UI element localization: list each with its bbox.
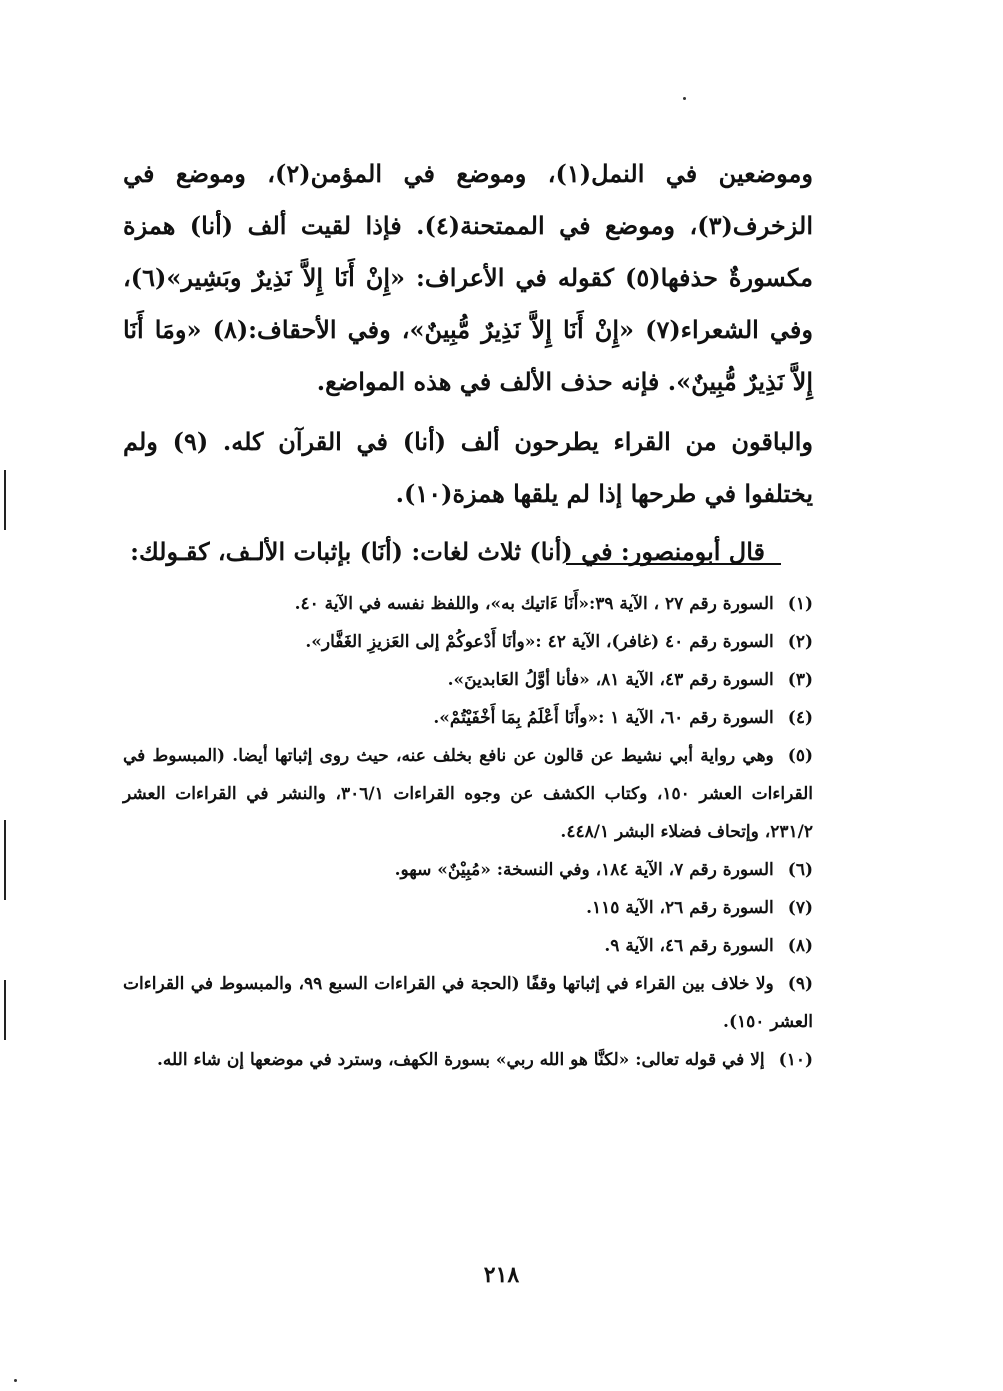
footnote xyxy=(123,965,813,1041)
body-paragraph: والباقون من القراء يطرحون ألف (أنا) في القرآن كله. (٩) ولم يختلفوا في طرحها إذا لم يلقها همزة(١٠). xyxy=(123,427,813,508)
footnote xyxy=(123,737,813,851)
footnote-number: (٨) xyxy=(787,936,813,956)
body-paragraph: قال أبومنصور: في (أنا) ثلاث لغات: (أنَا) بإثبات الألـف، كقـولك: xyxy=(130,537,765,566)
footnote-text: السورة رقم ٢٦، الآية ١١٥. xyxy=(586,898,774,918)
footnote xyxy=(123,889,813,927)
footnote-text: السورة رقم ٧، الآية ١٨٤، وفي النسخة: «مُبِيْنٌ» سهو. xyxy=(394,860,774,880)
scan-speck xyxy=(683,97,686,100)
footnote-number: (٦) xyxy=(787,860,813,880)
footnote-number: (١٠) xyxy=(778,1050,813,1070)
footnote-number: (٢) xyxy=(787,632,813,652)
scan-margin-mark xyxy=(4,820,6,900)
scan-margin-mark xyxy=(4,980,6,1040)
footnote xyxy=(123,1041,813,1079)
main-text xyxy=(123,148,813,578)
footnote-text: إلا في قوله تعالى: «لكنَّا هو الله ربي» بسورة الكهف، وسترد في موضعها إن شاء الله. xyxy=(157,1050,765,1070)
footnote xyxy=(123,661,813,699)
footnotes xyxy=(123,585,813,1079)
footnote xyxy=(123,851,813,889)
footnote xyxy=(123,927,813,965)
footnote xyxy=(123,585,813,623)
footnote-text: السورة رقم ٢٧ ، الآية ٣٩:«أَنَا ءَاتيك به»، واللفظ نفسه في الآية ٤٠. xyxy=(294,594,774,614)
scan-margin-mark xyxy=(4,470,6,530)
body-paragraph: وموضعين في النمل(١)، وموضع في المؤمن(٢)، وموضع في الزخرف(٣)، وموضع في الممتحنة(٤). فإذا لقيت ألف (أنا) همزة مكسورةٌ حذفها(٥) كقوله في الأعراف: «إِنْ أَنَا إِلاَّ نَذِيرٌ وبَشِير»(٦)، وفي الشعراء(٧) «إِنْ أَنَا إِلاَّ نَذِيرٌ مُّبِينٌ»، وفي الأحقاف:(٨) «ومَا أَنَا إِلاَّ نَذِيرٌ مُّبِينٌ». فإنه حذف الألف في هذه المواضع. xyxy=(123,159,814,396)
footnote-number: (٩) xyxy=(787,974,814,994)
scan-speck xyxy=(14,1379,17,1382)
footnote xyxy=(123,699,813,737)
footnote xyxy=(123,623,813,661)
footnote-text: السورة رقم ٤٦، الآية ٩. xyxy=(604,936,774,956)
footnote-text: السورة رقم ٦٠، الآية ١ :«وأَنَا أَعْلَمُ بِمَا أَخْفَيْتُمْ». xyxy=(433,708,774,728)
footnote-separator xyxy=(566,563,781,565)
page-number: ٢١٨ xyxy=(483,1262,520,1288)
footnote-number: (٧) xyxy=(787,898,813,918)
footnote-text: السورة رقم ٤٣، الآية ٨١، «فأنا أوَّلُ العَابدينَ». xyxy=(447,670,774,690)
footnote-number: (٤) xyxy=(787,708,813,728)
footnote-number: (٥) xyxy=(787,746,813,766)
footnote-text: السورة رقم ٤٠ (غافر)، الآية ٤٢ :«وأنَا أَدْعوكُمْ إلى العَزيزِ الغَفَّار». xyxy=(305,632,774,652)
footnote-number: (١) xyxy=(787,594,813,614)
footnote-number: (٣) xyxy=(787,670,813,690)
footnote-text: وهي رواية أبي نشيط عن قالون عن نافع بخلف عنه، حيث روى إثباتها أيضا. (المبسوط في القراءات العشر ١٥٠، وكتاب الكشف عن وجوه القراءات ٣٠٦/١، والنشر في القراءات العشر ٢٣١/٢، وإتحاف فضلاء البشر ٤٤٨/١. xyxy=(123,746,813,842)
footnote-text: ولا خلاف بين القراء في إثباتها وقفًا (الحجة في القراءات السبع ٩٩، والمبسوط في القراءات العشر ١٥٠). xyxy=(123,974,813,1032)
